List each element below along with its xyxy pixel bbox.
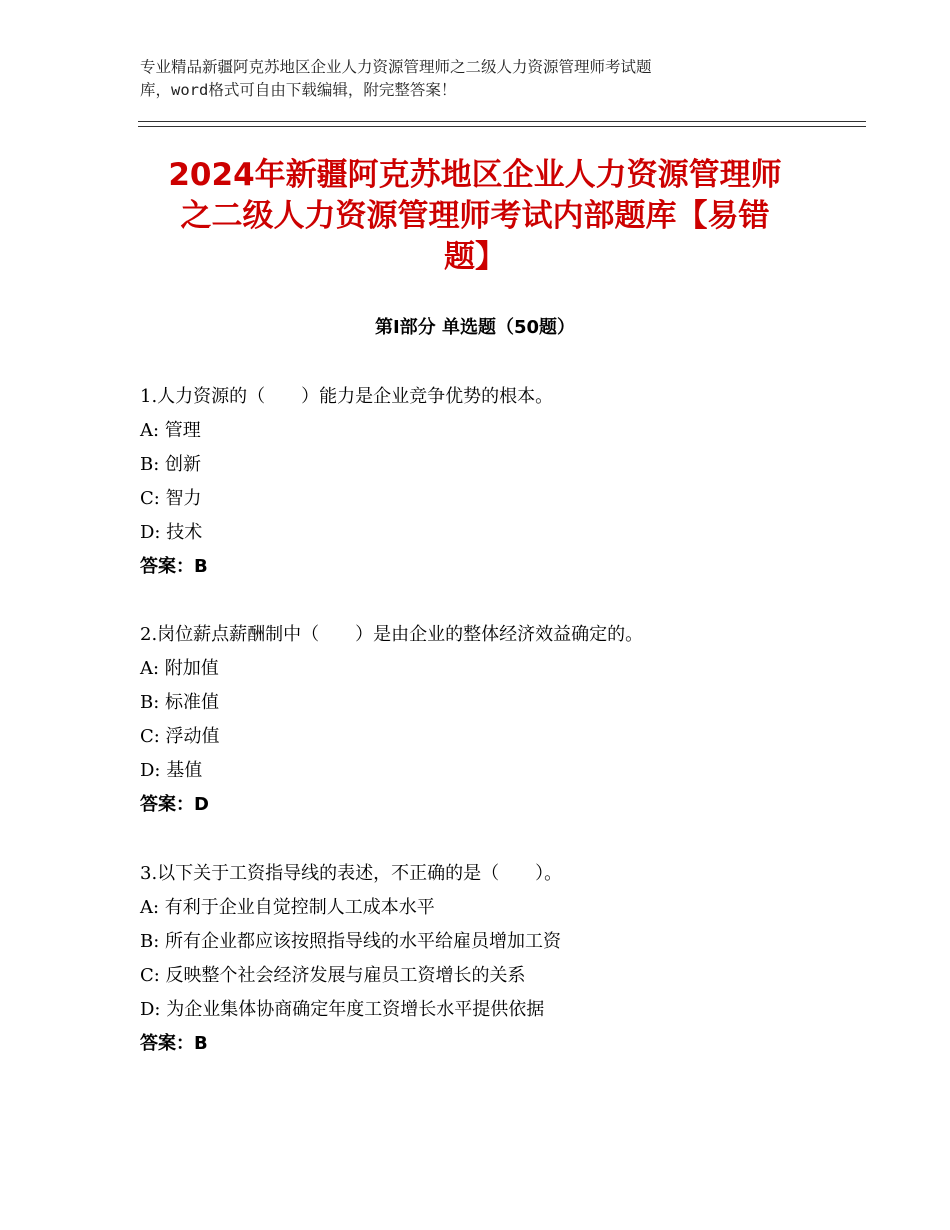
question-1 — [140, 380, 870, 584]
option-d: D: 为企业集体协商确定年度工资增长水平提供依据 — [140, 999, 545, 1020]
section-title: 第Ⅰ部分 单选题（50题） — [374, 317, 575, 338]
header-note-line-1: 专业精品新疆阿克苏地区企业人力资源管理师之二级人力资源管理师考试题 — [140, 58, 652, 76]
question-3 — [140, 857, 870, 1061]
option-a: A: 有利于企业自觉控制人工成本水平 — [140, 897, 435, 918]
answer: 答案：B — [140, 1033, 208, 1054]
question-stem: 3.以下关于工资指导线的表述，不正确的是（ ）。 — [140, 863, 563, 884]
option-d: D: 基值 — [140, 760, 203, 781]
option-a: A: 附加值 — [140, 658, 219, 679]
question-2 — [140, 618, 870, 822]
document-title — [120, 155, 830, 278]
option-b: B: 创新 — [140, 454, 202, 475]
option-a: A: 管理 — [140, 420, 201, 441]
option-b: B: 标准值 — [140, 692, 220, 713]
option-d: D: 技术 — [140, 522, 203, 543]
document-title-line-1: 2024年新疆阿克苏地区企业人力资源管理师 — [168, 157, 782, 193]
header-divider-bottom — [138, 126, 866, 127]
option-b: B: 所有企业都应该按照指导线的水平给雇员增加工资 — [140, 931, 562, 952]
question-stem: 2.岗位薪点薪酬制中（ ）是由企业的整体经济效益确定的。 — [140, 624, 644, 645]
answer: 答案：B — [140, 556, 208, 577]
option-c: C: 浮动值 — [140, 726, 220, 747]
option-c: C: 智力 — [140, 488, 202, 509]
header-note-line-2: 库，word格式可自由下载编辑，附完整答案！ — [140, 81, 457, 99]
header-divider-top — [138, 121, 866, 122]
header-note — [140, 56, 780, 102]
answer: 答案：D — [140, 794, 209, 815]
document-title-line-2: 之二级人力资源管理师考试内部题库【易错 — [180, 198, 770, 234]
question-stem: 1.人力资源的（ ）能力是企业竞争优势的根本。 — [140, 386, 554, 407]
document-title-line-3: 题】 — [444, 239, 506, 275]
option-c: C: 反映整个社会经济发展与雇员工资增长的关系 — [140, 965, 526, 986]
